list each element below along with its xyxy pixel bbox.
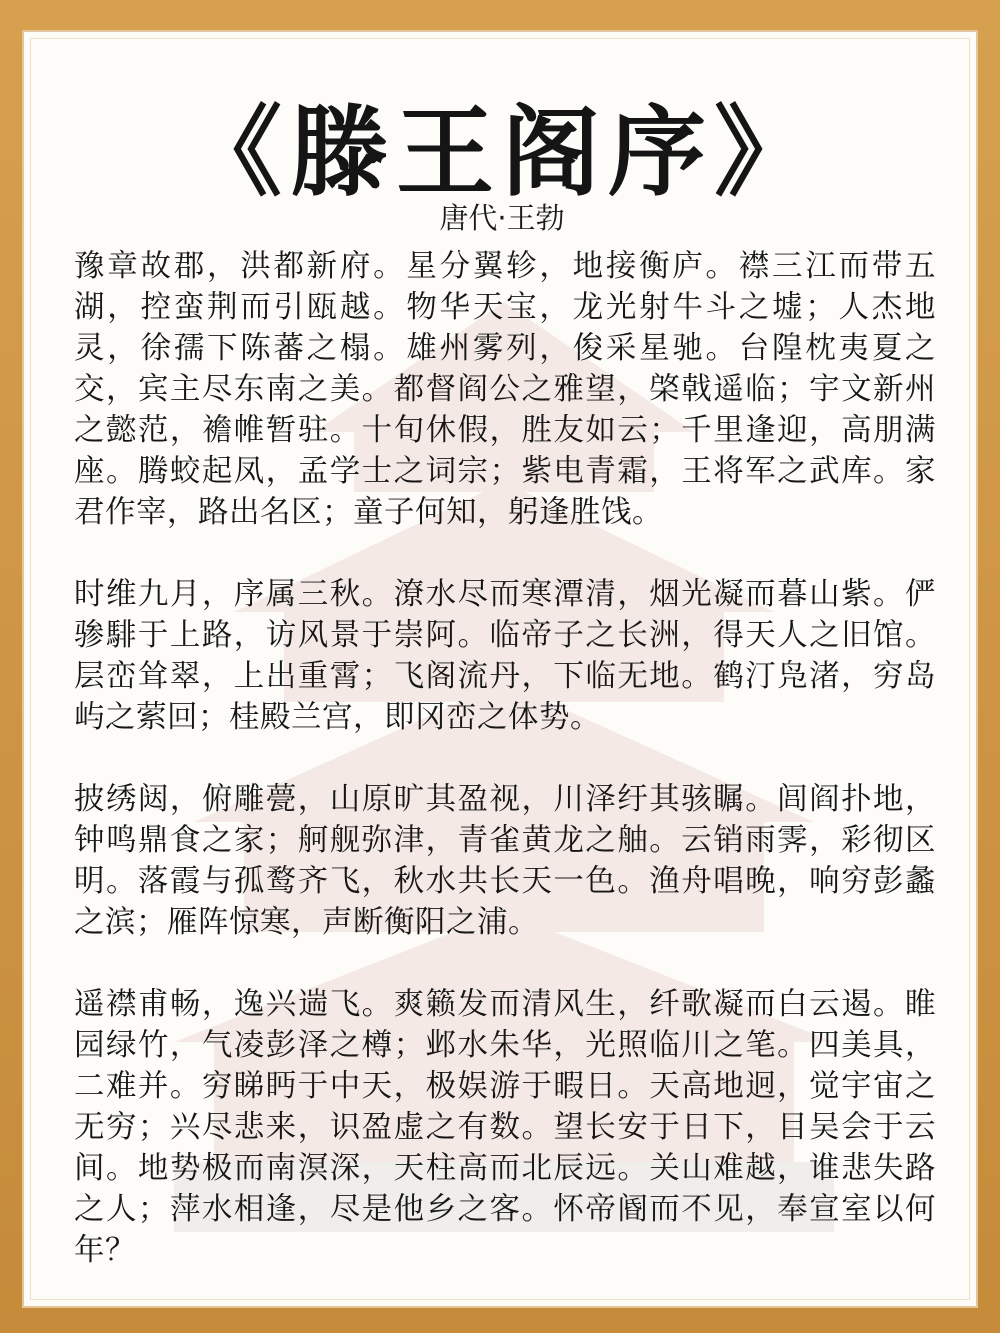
paragraph-3: 披绣闼，俯雕甍，山原旷其盈视，川泽纡其骇瞩。闾阎扑地，钟鸣鼎食之家；舸舰弥津，青雀黄龙之舳。云销雨霁，彩彻区明。落霞与孤鹜齐飞，秋水共长天一色。渔舟唱晚，响穷彭蠡之滨；雁阵惊寒，声断衡阳之浦。 — [74, 782, 936, 940]
document-author: 唐代·王勃 — [439, 201, 565, 235]
document-body — [74, 246, 936, 1308]
document-title: 《滕王阁序》 — [183, 95, 820, 210]
paragraph-4: 遥襟甫畅，逸兴遄飞。爽籁发而清风生，纤歌凝而白云遏。睢园绿竹，气凌彭泽之樽；邺水朱华，光照临川之笔。四美具，二难并。穷睇眄于中天，极娱游于暇日。天高地迥，觉宇宙之无穷；兴尽悲来，识盈虚之有数。望长安于日下，目吴会于云间。地势极而南溟深，天柱高而北辰远。关山难越，谁悲失路之人；萍水相逢，尽是他乡之客。怀帝阍而不见，奉宣室以何年？ — [74, 987, 936, 1268]
document-paper — [22, 30, 978, 1308]
paragraph-2: 时维九月，序属三秋。潦水尽而寒潭清，烟光凝而暮山紫。俨骖騑于上路，访风景于崇阿。临帝子之长洲，得天人之旧馆。层峦耸翠，上出重霄；飞阁流丹，下临无地。鹤汀凫渚，穷岛屿之萦回；桂殿兰宫，即冈峦之体势。 — [74, 577, 936, 735]
paragraph-1: 豫章故郡，洪都新府。星分翼轸，地接衡庐。襟三江而带五湖，控蛮荆而引瓯越。物华天宝，龙光射牛斗之墟；人杰地灵，徐孺下陈蕃之榻。雄州雾列，俊采星驰。台隍枕夷夏之交，宾主尽东南之美。都督阎公之雅望，棨戟遥临；宇文新州之懿范，襜帷暂驻。十旬休假，胜友如云；千里逢迎，高朋满座。腾蛟起凤，孟学士之词宗；紫电青霜，王将军之武库。家君作宰，路出名区；童子何知，躬逢胜饯。 — [74, 249, 936, 530]
